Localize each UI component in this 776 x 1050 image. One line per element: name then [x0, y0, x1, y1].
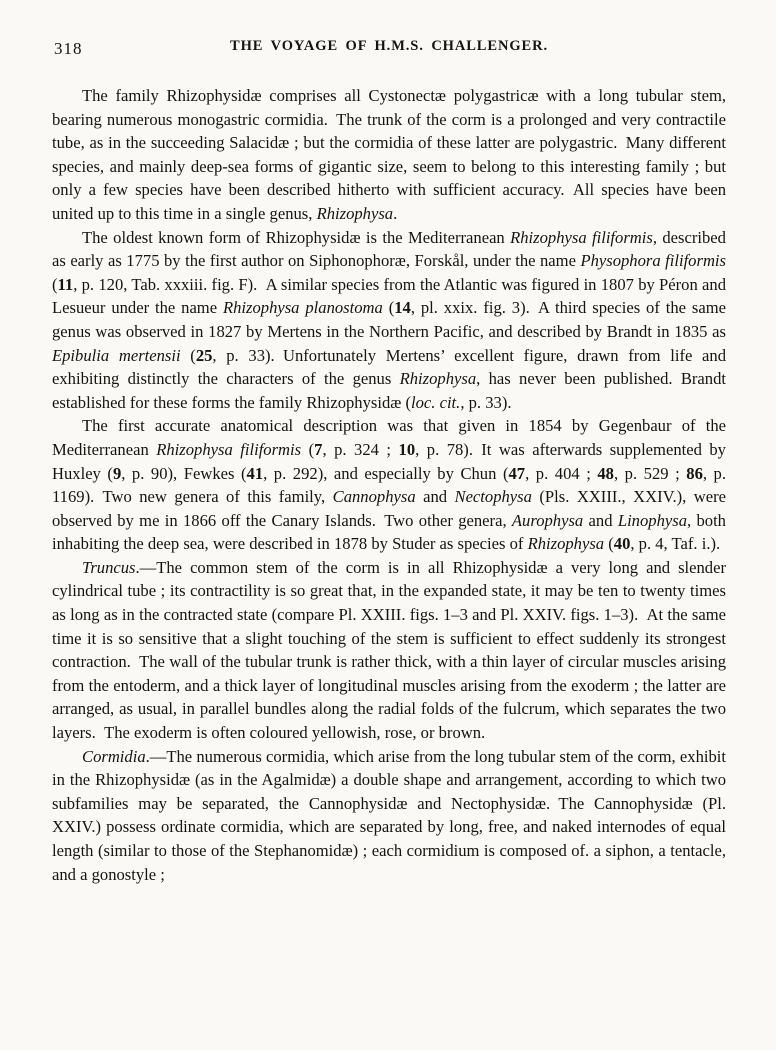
- page-header: [52, 38, 726, 60]
- text-segment: , p. 1169). Two new genera of this family,: [52, 463, 727, 507]
- page-number: 318: [54, 39, 83, 58]
- text-segment: (: [180, 345, 196, 365]
- italic-text: Cormidia: [82, 746, 146, 766]
- page-body: [52, 84, 726, 886]
- text-segment: , p. 292), and especially by Chun (: [263, 463, 509, 483]
- text-segment: (: [52, 274, 58, 294]
- italic-text: loc. cit.: [411, 392, 461, 412]
- italic-text: Rhizophysa filiformis: [510, 227, 653, 247]
- italic-text: Aurophysa: [511, 510, 584, 530]
- reference-number: 10: [398, 439, 416, 459]
- reference-number: 48: [597, 463, 614, 483]
- italic-text: Rhizophysa: [527, 534, 605, 554]
- text-segment: , p. 90), Fewkes (: [121, 463, 247, 483]
- reference-number: 41: [246, 463, 264, 483]
- reference-number: 11: [57, 274, 74, 294]
- text-segment: (Pls. XXIII., XXIV.), were observed by me in 1866 off the Canary Islands. Two other genera,: [52, 487, 726, 530]
- text-segment: , pl. xxix. fig. 3). A third species of the same genus was observed in 1827 by Mertens in the Northern Pacific, and described by Brandt in 1835 as: [52, 298, 726, 341]
- text-segment: and: [415, 487, 455, 507]
- text-segment: .: [393, 203, 398, 223]
- reference-number: 86: [686, 463, 703, 483]
- italic-text: Epibulia mertensii: [52, 345, 181, 365]
- reference-number: 25: [195, 345, 213, 365]
- text-segment: , p. 33). Unfortunately Mertens’ excellent figure, drawn from life and exhibiting distinctly the characters of the genus: [52, 345, 726, 389]
- paragraph-2: [52, 226, 726, 415]
- text-segment: (: [604, 534, 614, 554]
- reference-number: 7: [314, 439, 323, 459]
- reference-number: 14: [394, 298, 411, 318]
- text-segment: (: [382, 298, 395, 318]
- text-segment: The oldest known form of Rhizophysidæ is the Mediterranean: [82, 227, 511, 247]
- text-segment: , p. 4, Taf. i.).: [630, 534, 721, 554]
- text-segment: , both inhabiting the deep sea, were described in 1878 by Studer as species of: [52, 510, 726, 554]
- text-segment: .—The common stem of the corm is in all Rhizophysidæ a very long and slender cylindrical tube ; its contractility is so great that, in the expanded state, it may be ten to twenty times as long as in the contracted state (compare Pl. XXIII. figs. 1–3 and Pl. XXIV. figs. 1–3). At the same time it is so sensitive that a slight touching of the stem is sufficient to effect suddenly its strongest contraction. The wall of the tubular trunk is rather thick, with a thin layer of circular muscles arising from the entoderm, and a thick layer of longitudinal muscles arising from the exoderm ; the latter are arranged, as usual, in parallel bundles along the radial folds of the fulcrum, which separates the two layers. The exoderm is often coloured yellowish, rose, or brown.: [52, 557, 726, 743]
- text-segment: , p. 324 ;: [322, 439, 399, 459]
- italic-text: Truncus: [82, 557, 136, 577]
- text-segment: The first accurate anatomical description was that given in 1854 by Gegenbaur of the Mediterranean: [52, 416, 726, 459]
- text-segment: The family Rhizophysidæ comprises all Cystonectæ polygastricæ with a long tubular stem, bearing numerous monogastric cormidia. The trunk of the corm is a prolonged and very contractile tube, as in the succeeding Salacidæ ; but the cormidia of these latter are polygastric. Many different species, and mainly deep-sea forms of gigantic size, seem to belong to this interesting family ; but only a few species have been described hitherto with sufficient accuracy. All species have been united up to this time in a single genus,: [52, 86, 726, 223]
- italic-text: Nectophysa: [454, 487, 532, 507]
- reference-number: 47: [508, 463, 526, 483]
- text-segment: (: [301, 439, 315, 459]
- text-segment: , p. 404 ;: [525, 463, 598, 483]
- reference-number: 9: [112, 463, 122, 483]
- italic-text: Rhizophysa filiformis: [156, 439, 302, 459]
- paragraph-4: [52, 556, 726, 745]
- text-segment: , p. 529 ;: [613, 463, 687, 483]
- text-segment: , described as early as 1775 by the first author on Siphonophoræ, Forskål, under the name: [52, 227, 726, 271]
- italic-text: Rhizophysa planostoma: [222, 298, 383, 318]
- running-header: THE VOYAGE OF H.M.S. CHALLENGER.: [230, 38, 548, 54]
- text-segment: and: [583, 510, 618, 530]
- italic-text: Rhizophysa: [316, 203, 394, 223]
- text-segment: , p. 33).: [460, 392, 512, 412]
- text-segment: .—The numerous cormidia, which arise from the long tubular stem of the corm, exhibit in the Rhizophysidæ (as in the Agalmidæ) a double shape and arrangement, according to which two subfamilies may be separated, the Cannophysidæ and Nectophysidæ. The Cannophysidæ (Pl. XXIV.) possess ordinate cormidia, which are separated by long, free, and naked internodes of equal length (similar to those of the Stephanomidæ) ; each cormidium is composed of. a siphon, a tentacle, and a gonostyle ;: [52, 746, 726, 884]
- paragraph-1: [52, 84, 726, 226]
- text-segment: , has never been published. Brandt established for these forms the family Rhizophysidæ (: [52, 369, 726, 412]
- italic-text: Cannophysa: [332, 487, 416, 507]
- reference-number: 40: [613, 534, 631, 554]
- paragraph-5: [52, 745, 726, 887]
- text-segment: , p. 120, Tab. xxxiii. fig. F). A similar species from the Atlantic was figured in 1807 by Péron and Lesueur under the name: [52, 274, 726, 318]
- italic-text: Rhizophysa: [399, 369, 477, 389]
- italic-text: Physophora filiformis: [580, 251, 726, 271]
- paragraph-3: [52, 414, 726, 556]
- italic-text: Linophysa: [617, 510, 687, 530]
- text-segment: , p. 78). It was afterwards supplemented by Huxley (: [52, 439, 726, 483]
